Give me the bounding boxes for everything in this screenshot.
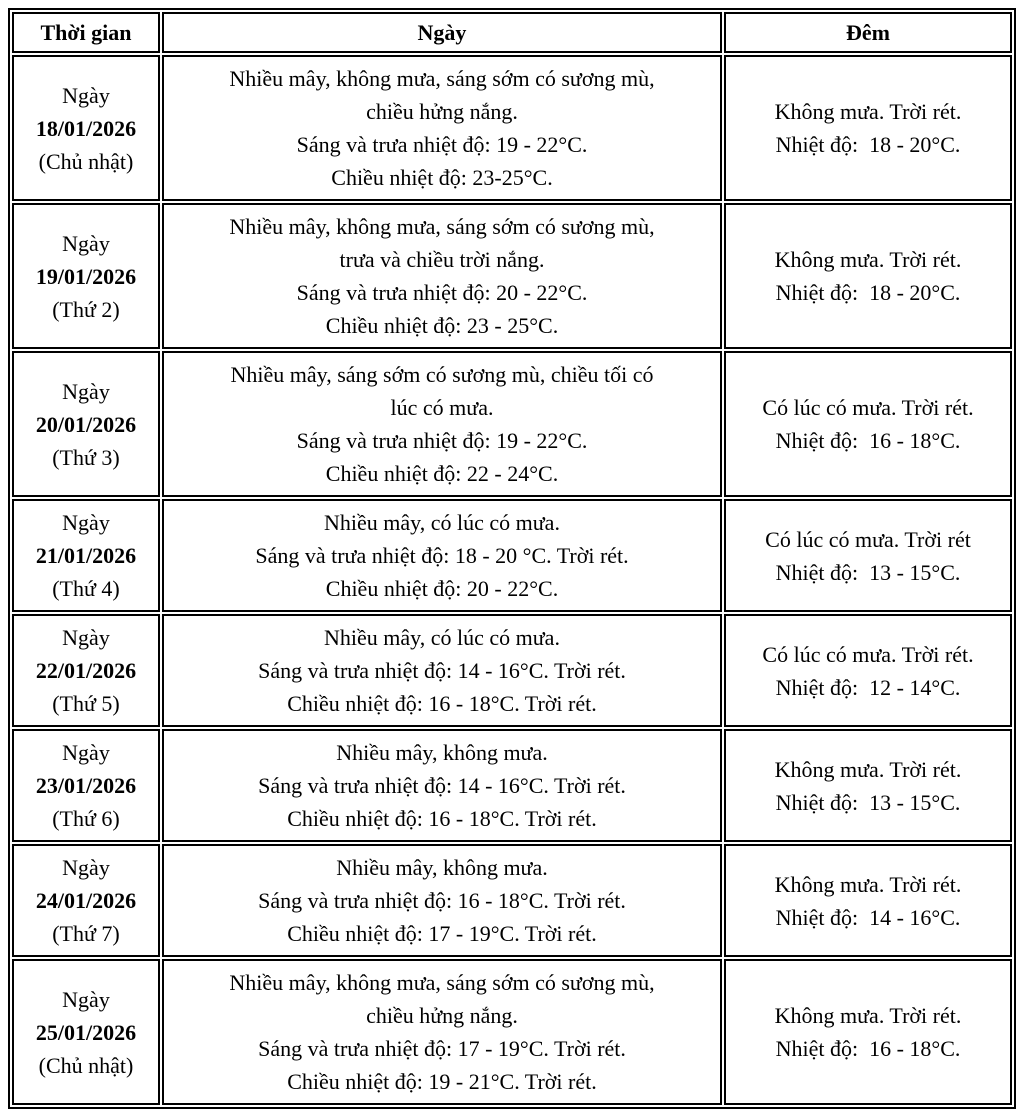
day-forecast-line: chiều hửng nắng. [366,1003,518,1028]
night-forecast-line: Nhiệt độ: 16 - 18°C. [775,428,961,453]
table-row [12,844,1012,957]
night-cell [724,614,1012,727]
night-cell [724,959,1012,1105]
weekday-label: (Thứ 6) [52,806,120,831]
date-prefix: Ngày [62,230,110,256]
day-forecast-line: Chiều nhiệt độ: 16 - 18°C. Trời rét. [287,691,597,716]
table-row [12,499,1012,612]
day-cell [162,614,722,727]
time-cell [12,351,160,497]
day-cell [162,55,722,201]
forecast-table-body [12,55,1012,1105]
night-forecast-line: Nhiệt độ: 13 - 15°C. [775,559,961,585]
day-forecast-line: Nhiều mây, không mưa, sáng sớm có sương mù, [229,214,655,239]
header-row [12,12,1012,53]
weekday-label: (Thứ 7) [52,921,120,946]
table-header [12,12,1012,53]
day-forecast-line: trưa và chiều trời nắng. [339,247,545,272]
day-forecast-line: Chiều nhiệt độ: 19 - 21°C. Trời rét. [287,1069,597,1094]
date-prefix: Ngày [62,378,110,404]
day-forecast-line: Nhiều mây, không mưa, sáng sớm có sương mù, [229,66,655,91]
time-cell [12,55,160,201]
weekday-label: (Thứ 3) [52,444,120,470]
table-row [12,614,1012,727]
night-cell [724,844,1012,957]
day-cell [162,729,722,842]
day-cell [162,844,722,957]
day-forecast-line: Nhiều mây, không mưa. [336,855,548,880]
table-row [12,203,1012,349]
night-forecast-line: Nhiệt độ: 14 - 16°C. [775,904,961,930]
day-cell [162,499,722,612]
day-forecast-line: Nhiều mây, không mưa, sáng sớm có sương mù, [229,970,655,995]
night-forecast-line: Nhiệt độ: 18 - 20°C. [775,280,961,305]
night-forecast-line: Không mưa. Trời rét. [774,247,962,272]
weekday-label: (Thứ 4) [52,576,120,601]
date-value: 22/01/2026 [35,658,137,683]
column-header-time: Thời gian [12,12,160,53]
night-forecast-line: Nhiệt độ: 18 - 20°C. [775,132,961,157]
day-forecast-line: lúc có mưa. [390,395,494,420]
day-forecast-line: Sáng và trưa nhiệt độ: 16 - 18°C. Trời rét. [258,888,626,913]
table-row [12,55,1012,201]
date-prefix: Ngày [62,740,110,765]
day-forecast-line: Nhiều mây, có lúc có mưa. [324,510,560,535]
weather-forecast-table [8,8,1016,1109]
night-forecast-line: Nhiệt độ: 12 - 14°C. [775,674,961,700]
night-forecast-line: Có lúc có mưa. Trời rét. [762,641,974,667]
night-forecast-line: Không mưa. Trời rét. [774,756,962,782]
weekday-label: (Chủ nhật) [38,1052,134,1078]
day-forecast-line: Chiều nhiệt độ: 17 - 19°C. Trời rét. [287,921,597,946]
day-forecast-line: Chiều nhiệt độ: 23-25°C. [331,165,553,190]
column-header-night: Đêm [724,12,1012,53]
date-value: 24/01/2026 [35,888,137,913]
day-forecast-line: Sáng và trưa nhiệt độ: 19 - 22°C. [296,428,588,453]
time-cell [12,959,160,1105]
date-prefix: Ngày [62,510,110,535]
night-cell [724,499,1012,612]
time-cell [12,499,160,612]
day-forecast-line: Chiều nhiệt độ: 23 - 25°C. [325,313,559,338]
day-cell [162,203,722,349]
day-forecast-line: Sáng và trưa nhiệt độ: 14 - 16°C. Trời rét. [258,773,626,798]
day-forecast-line: Nhiều mây, có lúc có mưa. [324,625,560,650]
weekday-label: (Thứ 2) [52,296,120,322]
night-forecast-line: Có lúc có mưa. Trời rét. [762,395,974,420]
date-value: 23/01/2026 [35,773,137,798]
day-forecast-line: Sáng và trưa nhiệt độ: 17 - 19°C. Trời rét. [258,1036,626,1061]
day-cell [162,351,722,497]
date-prefix: Ngày [62,986,110,1012]
day-forecast-line: Sáng và trưa nhiệt độ: 19 - 22°C. [296,132,588,157]
night-forecast-line: Có lúc có mưa. Trời rét [765,526,971,552]
day-forecast-line: Sáng và trưa nhiệt độ: 20 - 22°C. [296,280,588,305]
night-forecast-line: Nhiệt độ: 13 - 15°C. [775,789,961,815]
night-forecast-line: Không mưa. Trời rét. [774,871,962,897]
night-cell [724,55,1012,201]
day-cell [162,959,722,1105]
table-row [12,959,1012,1105]
weekday-label: (Chủ nhật) [38,148,134,174]
day-forecast-line: Chiều nhiệt độ: 22 - 24°C. [325,461,559,486]
night-forecast-line: Nhiệt độ: 16 - 18°C. [775,1036,961,1061]
table-row [12,729,1012,842]
date-prefix: Ngày [62,625,110,650]
date-value: 20/01/2026 [35,411,137,437]
day-forecast-line: Nhiều mây, sáng sớm có sương mù, chiều tối có [230,362,654,387]
date-value: 21/01/2026 [35,543,137,568]
day-forecast-line: Sáng và trưa nhiệt độ: 14 - 16°C. Trời rét. [258,658,626,683]
day-forecast-line: Chiều nhiệt độ: 16 - 18°C. Trời rét. [287,806,597,831]
time-cell [12,614,160,727]
night-cell [724,351,1012,497]
day-forecast-line: Nhiều mây, không mưa. [336,740,548,765]
day-forecast-line: Sáng và trưa nhiệt độ: 18 - 20 °C. Trời rét. [255,543,629,568]
table-row [12,351,1012,497]
night-cell [724,203,1012,349]
night-cell [724,729,1012,842]
column-header-day: Ngày [162,12,722,53]
night-forecast-line: Không mưa. Trời rét. [774,1003,962,1028]
time-cell [12,729,160,842]
night-forecast-line: Không mưa. Trời rét. [774,99,962,124]
date-value: 19/01/2026 [35,263,137,289]
date-value: 25/01/2026 [35,1019,137,1045]
date-prefix: Ngày [62,855,110,880]
day-forecast-line: Chiều nhiệt độ: 20 - 22°C. [325,576,559,601]
time-cell [12,844,160,957]
day-forecast-line: chiều hửng nắng. [366,99,518,124]
time-cell [12,203,160,349]
date-value: 18/01/2026 [35,115,137,141]
weekday-label: (Thứ 5) [52,691,120,716]
date-prefix: Ngày [62,82,110,108]
